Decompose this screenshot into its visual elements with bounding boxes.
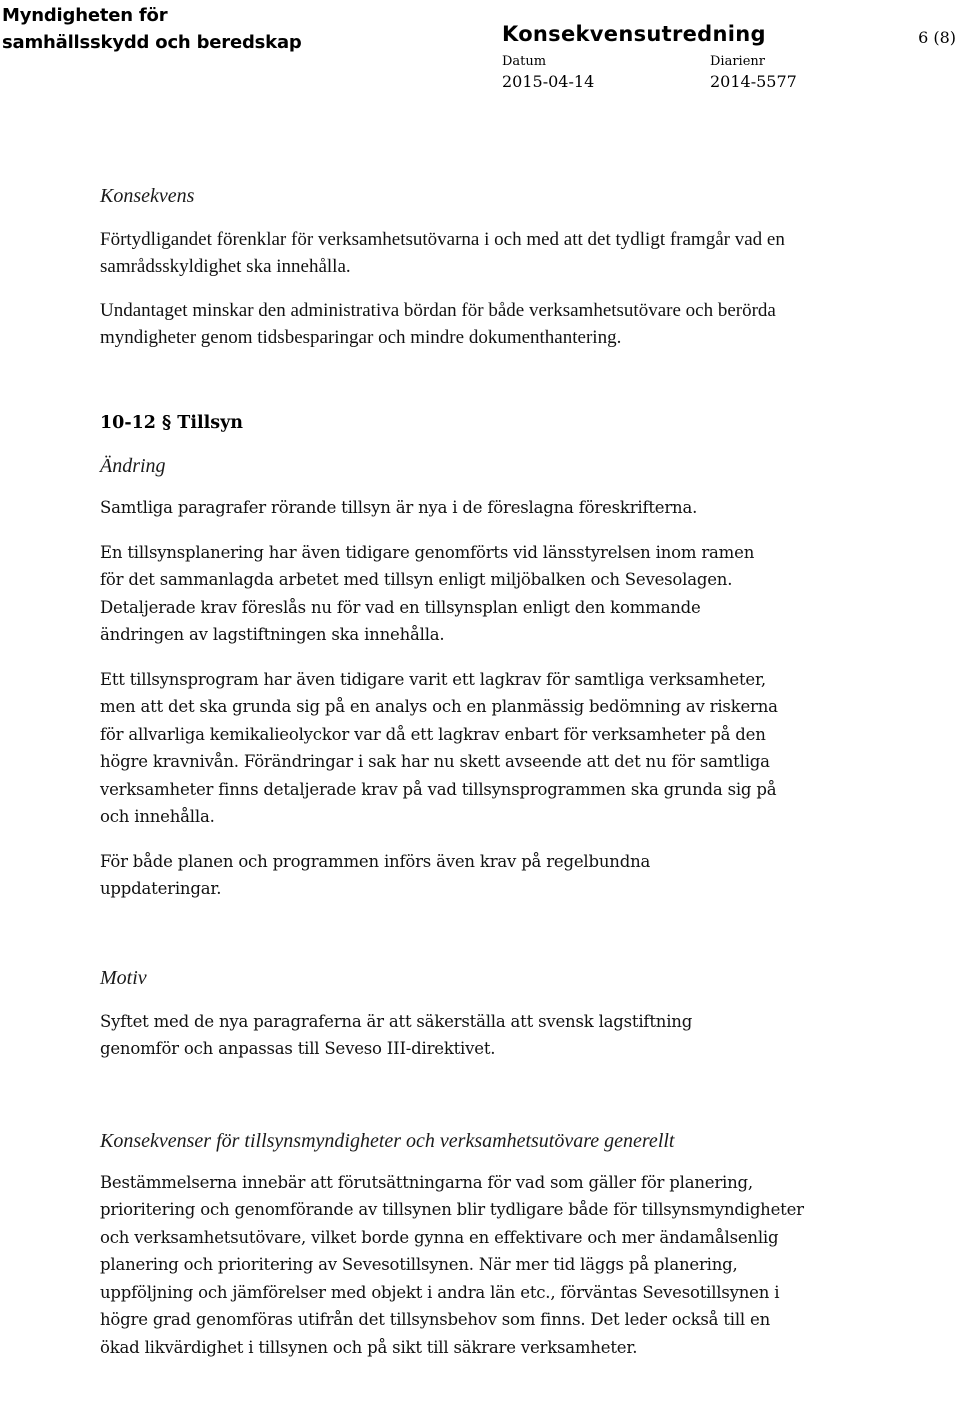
agency-name-line2: samhällsskydd och beredskap	[2, 32, 302, 53]
andring-paragraph-1: Samtliga paragrafer rörande tillsyn är nya i de föreslagna föreskrifterna.	[100, 498, 698, 517]
konsekvenser-heading: Konsekvenser för tillsynsmyndigheter och verksamhetsutövare generellt	[100, 1129, 675, 1152]
document-body	[100, 182, 930, 1361]
page-number: 6 (8)	[918, 28, 956, 47]
diarienr-value: 2014-5577	[710, 72, 797, 91]
konsekvens-paragraph-1: Förtydligandet förenklar för verksamhetsutövarna i och med att det tydligt framgår vad en samrådsskyldighet ska innehålla.	[100, 229, 785, 277]
page-header	[0, 0, 960, 100]
date-value: 2015-04-14	[502, 72, 595, 91]
konsekvenser-paragraph-1: Bestämmelserna innebär att förutsättningarna för vad som gäller för planering, prioritering och genomförande av tillsynen blir tydligare både för tillsynsmyndigheter och verksamhetsutövare, vilket borde gynna en effektivare och mer ändamålsenlig planering och prioritering av Sevesotillsynen. När mer tid läggs på planering, uppföljning och jämförelser med objekt i andra län etc., förväntas Sevesotillsynen i högre grad genomföras utifrån det tillsynsbehov som finns. Det leder också till en ökad likvärdighet i tillsynen och på sikt till säkrare verksamheter.	[100, 1172, 804, 1357]
agency-name	[2, 2, 302, 56]
motiv-heading: Motiv	[100, 966, 147, 989]
konsekvens-heading: Konsekvens	[100, 185, 195, 207]
motiv-paragraph-1: Syftet med de nya paragraferna är att säkerställa att svensk lagstiftning genomför och anpassas till Seveso III-direktivet.	[100, 1011, 693, 1058]
konsekvens-paragraph-2: Undantaget minskar den administrativa bördan för både verksamhetsutövare och berörda myndigheter genom tidsbesparingar och mindre dokumenthantering.	[100, 300, 776, 348]
date-label: Datum	[502, 54, 547, 69]
diarienr-label: Diarienr	[710, 54, 765, 69]
andring-paragraph-4: För både planen och programmen införs även krav på regelbundna uppdateringar.	[100, 851, 651, 898]
andring-paragraph-2: En tillsynsplanering har även tidigare genomförts vid länsstyrelsen inom ramen för det sammanlagda arbetet med tillsyn enligt miljöbalken och Sevesolagen. Detaljerade krav föreslås nu för vad en tillsynsplan enligt den kommande ändringen av lagstiftningen ska innehålla.	[100, 542, 755, 644]
document-title: Konsekvensutredning	[502, 22, 766, 46]
andring-heading: Ändring	[100, 455, 166, 477]
andring-paragraph-3: Ett tillsynsprogram har även tidigare varit ett lagkrav för samtliga verksamheter, men att det ska grunda sig på en analys och en planmässig bedömning av riskerna för allvarliga kemikalieolyckor var då ett lagkrav enbart för verksamheter på den högre kravnivån. Förändringar i sak har nu skett avseende att det nu för samtliga verksamheter finns detaljerade krav på vad tillsynsprogrammen ska grunda sig på och innehålla.	[100, 669, 778, 826]
agency-name-line1: Myndigheten för	[2, 5, 168, 26]
section-heading: 10-12 § Tillsyn	[100, 413, 244, 433]
